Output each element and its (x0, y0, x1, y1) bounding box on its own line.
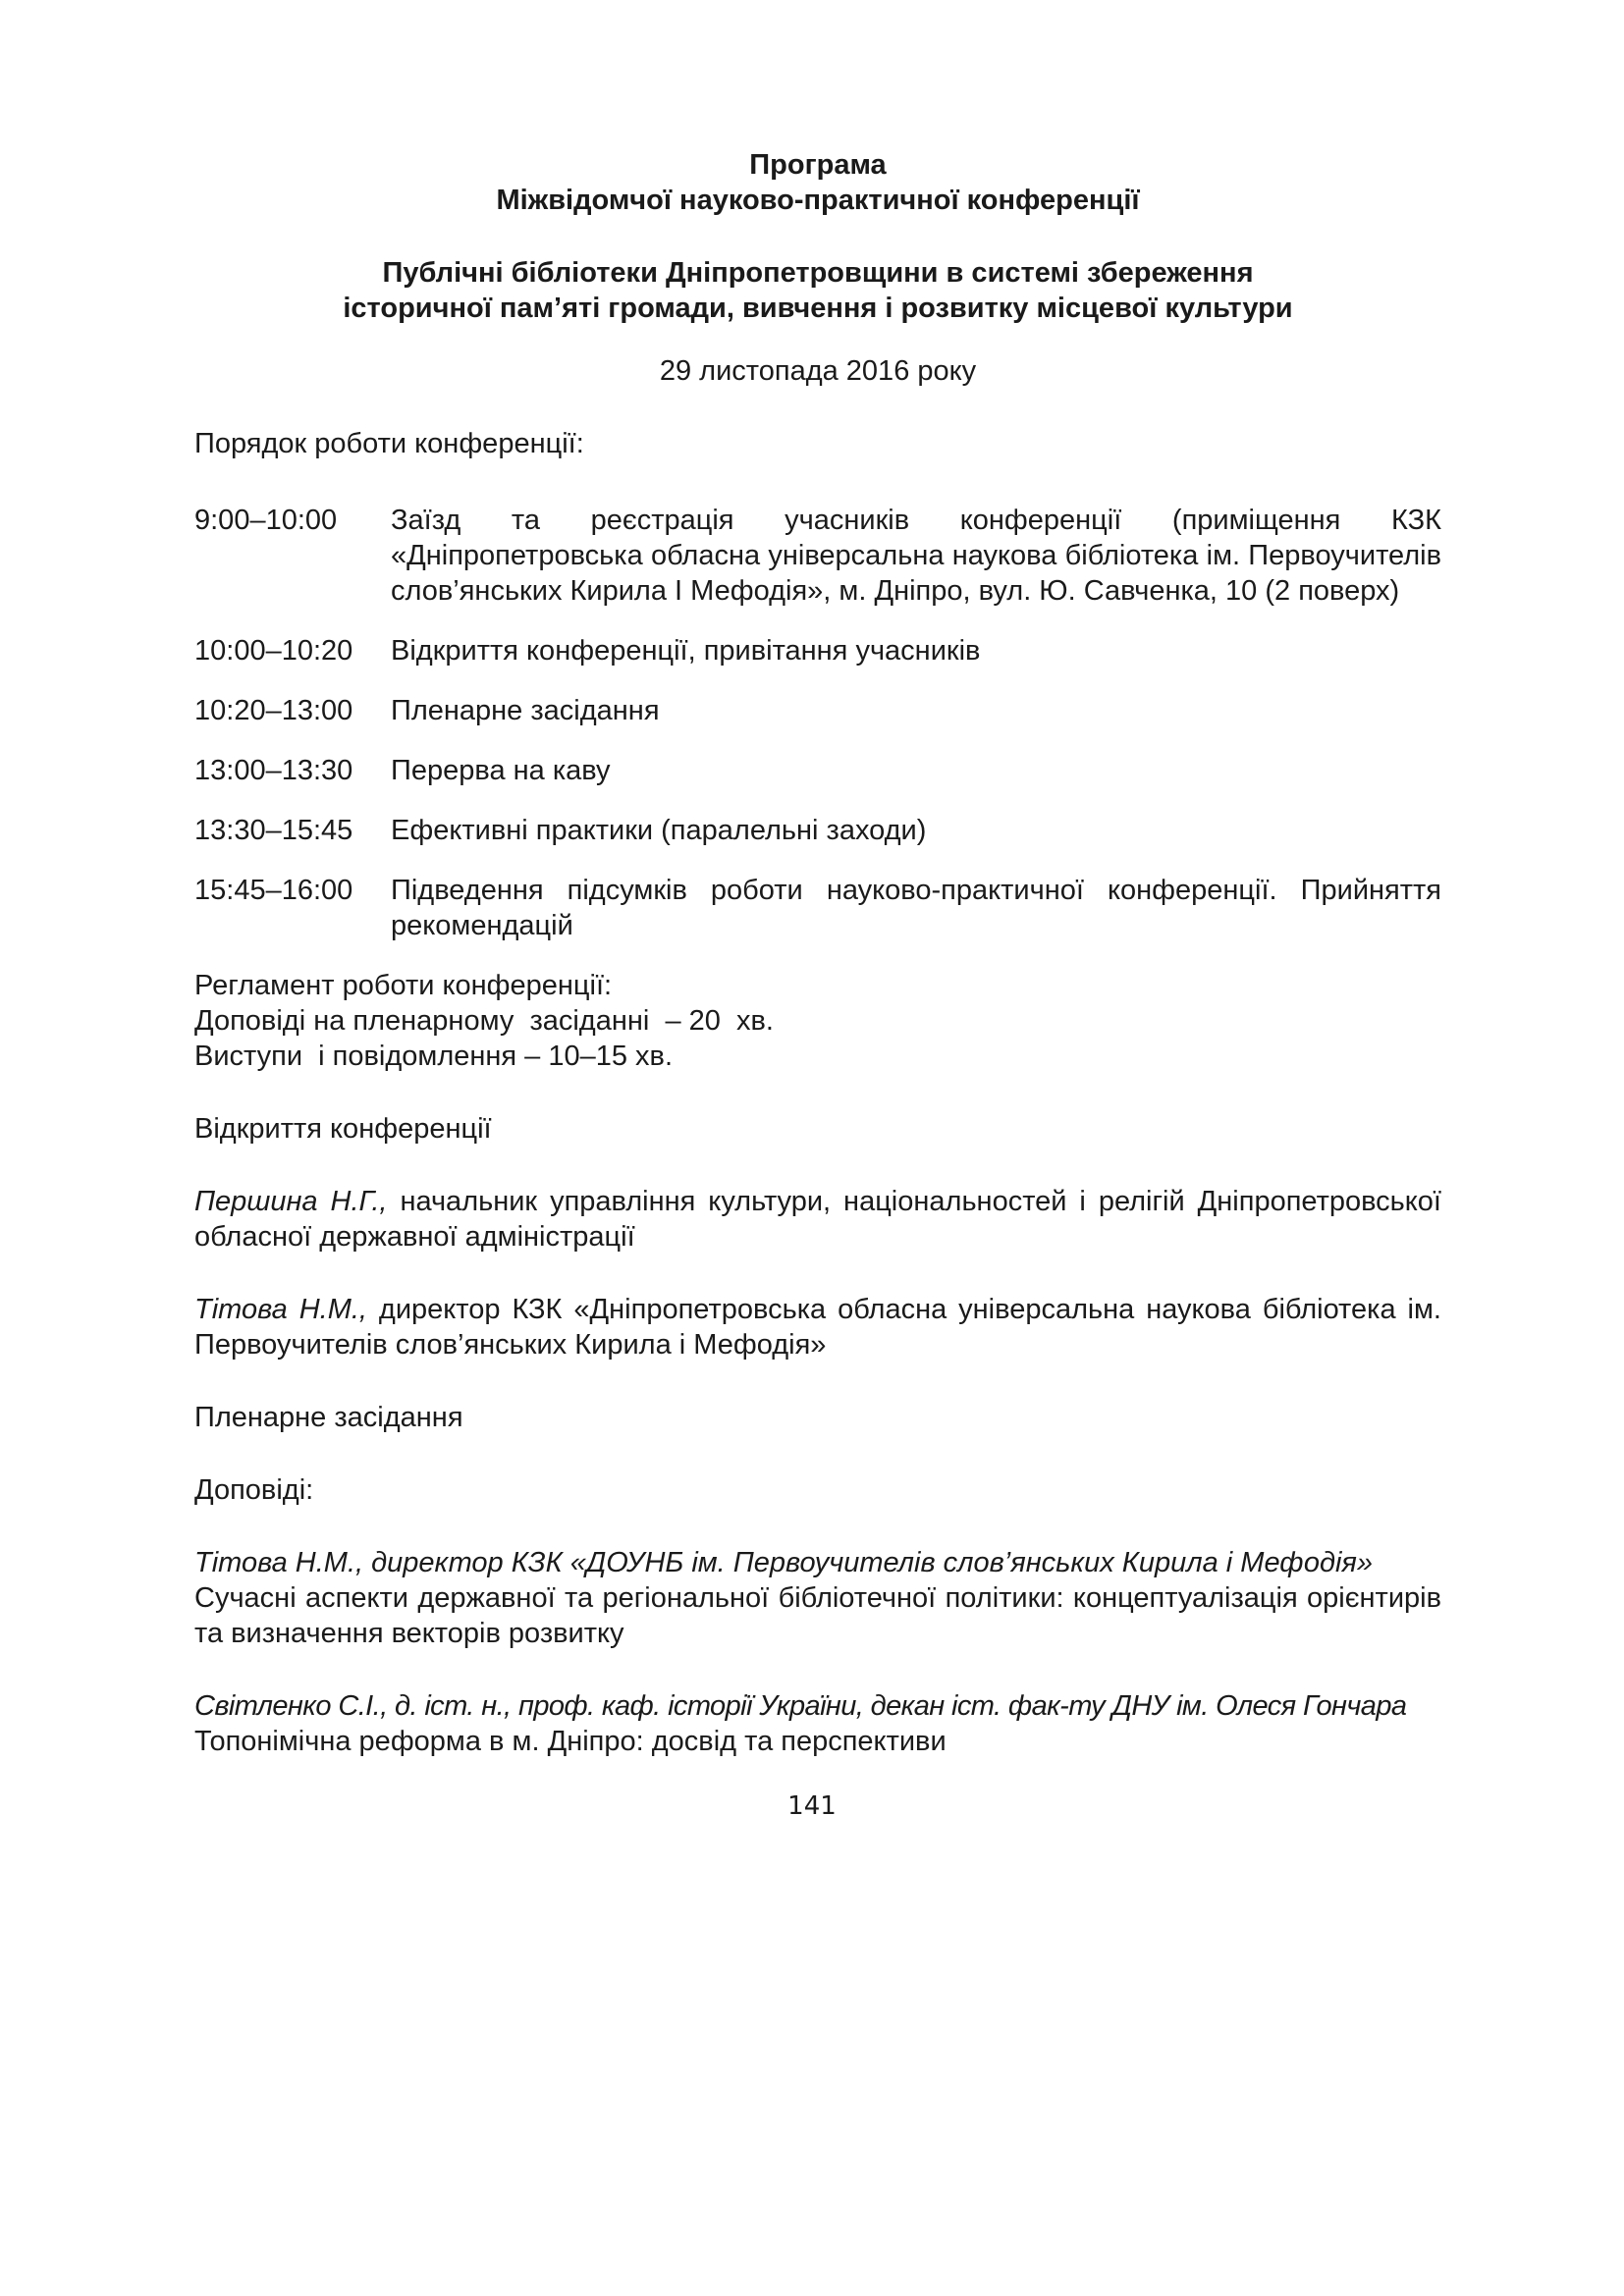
regulations-line: Доповіді на пленарному засіданні – 20 хв. (194, 1005, 774, 1037)
schedule (194, 503, 1441, 943)
conference-subtitle (194, 255, 1441, 326)
schedule-row (194, 753, 1441, 788)
regulations-title: Регламент роботи конференції: (194, 970, 613, 1001)
conference-subtitle-line2: історичної пам’яті громади, вивчення і розвитку місцевої культури (343, 293, 1293, 324)
report-author (194, 1688, 1441, 1724)
regulations (194, 968, 1441, 1074)
report-author-text: Тітова Н.М., директор КЗК «ДОУНБ ім. Первоучителів слов’янських Кирила і Мефодія» (194, 1547, 1374, 1578)
schedule-time: 13:00–13:30 (194, 755, 353, 786)
opening-speaker (194, 1184, 1441, 1255)
page-number: 141 (787, 1791, 837, 1821)
schedule-row (194, 813, 1441, 848)
document-page (194, 147, 1441, 1796)
schedule-row (194, 693, 1441, 728)
schedule-time: 15:45–16:00 (194, 875, 353, 906)
schedule-row (194, 873, 1441, 943)
speaker-name: Першина Н.Г., (194, 1186, 388, 1217)
reports-title: Доповіді: (194, 1474, 314, 1506)
program-title: Програма (749, 149, 887, 181)
report-author-text: Світленко С.І., д. іст. н., проф. каф. історії України, декан іст. фак-ту ДНУ ім. Олеся Гончара (194, 1690, 1407, 1722)
report-item (194, 1545, 1441, 1651)
opening-title: Відкриття конференції (194, 1113, 492, 1145)
speaker-name: Тітова Н.М., (194, 1294, 367, 1325)
conference-subtitle-line1: Публічні бібліотеки Дніпропетровщини в системі збереження (382, 257, 1254, 289)
report-topic: Топонімічна реформа в м. Дніпро: досвід та перспективи (194, 1726, 947, 1757)
report-author (194, 1545, 1441, 1580)
schedule-time: 10:20–13:00 (194, 695, 353, 726)
conference-date: 29 листопада 2016 року (659, 355, 977, 387)
schedule-time: 9:00–10:00 (194, 505, 338, 536)
schedule-description: Відкриття конференції, привітання учасників (391, 635, 981, 667)
schedule-time: 13:30–15:45 (194, 815, 353, 846)
schedule-description: Заїзд та реєстрація учасників конференції (приміщення КЗК «Дніпропетровська обласна універсальна наукова бібліотека ім. Первоучителів слов’янських Кирила І Мефодія», м. Дніпро, вул. Ю. Савченка, 10 (2 поверх) (391, 505, 1441, 607)
speaker-role: начальник управління культури, національностей і релігій Дніпропетровської обласної державної адміністрації (194, 1186, 1441, 1253)
regulations-line: Виступи і повідомлення – 10–15 хв. (194, 1041, 674, 1072)
program-heading (194, 147, 1441, 218)
schedule-time: 10:00–10:20 (194, 635, 353, 667)
report-topic: Сучасні аспекти державної та регіональної бібліотечної політики: концептуалізація орієнтирів та визначення векторів розвитку (194, 1582, 1441, 1649)
schedule-description: Підведення підсумків роботи науково-практичної конференції. Прийняття рекомендацій (391, 875, 1441, 941)
schedule-description: Ефективні практики (паралельні заходи) (391, 815, 927, 846)
schedule-description: Пленарне засідання (391, 695, 660, 726)
schedule-row (194, 503, 1441, 609)
order-title: Порядок роботи конференції: (194, 428, 584, 459)
speaker-role: директор КЗК «Дніпропетровська обласна універсальна наукова бібліотека ім. Первоучителів слов’янських Кирила і Мефодія» (194, 1294, 1441, 1361)
schedule-description: Перерва на каву (391, 755, 611, 786)
program-title-line2: Міжвідомчої науково-практичної конференції (496, 185, 1140, 216)
schedule-row (194, 633, 1441, 668)
plenary-title: Пленарне засідання (194, 1402, 463, 1433)
report-item (194, 1688, 1441, 1759)
opening-speaker (194, 1292, 1441, 1362)
